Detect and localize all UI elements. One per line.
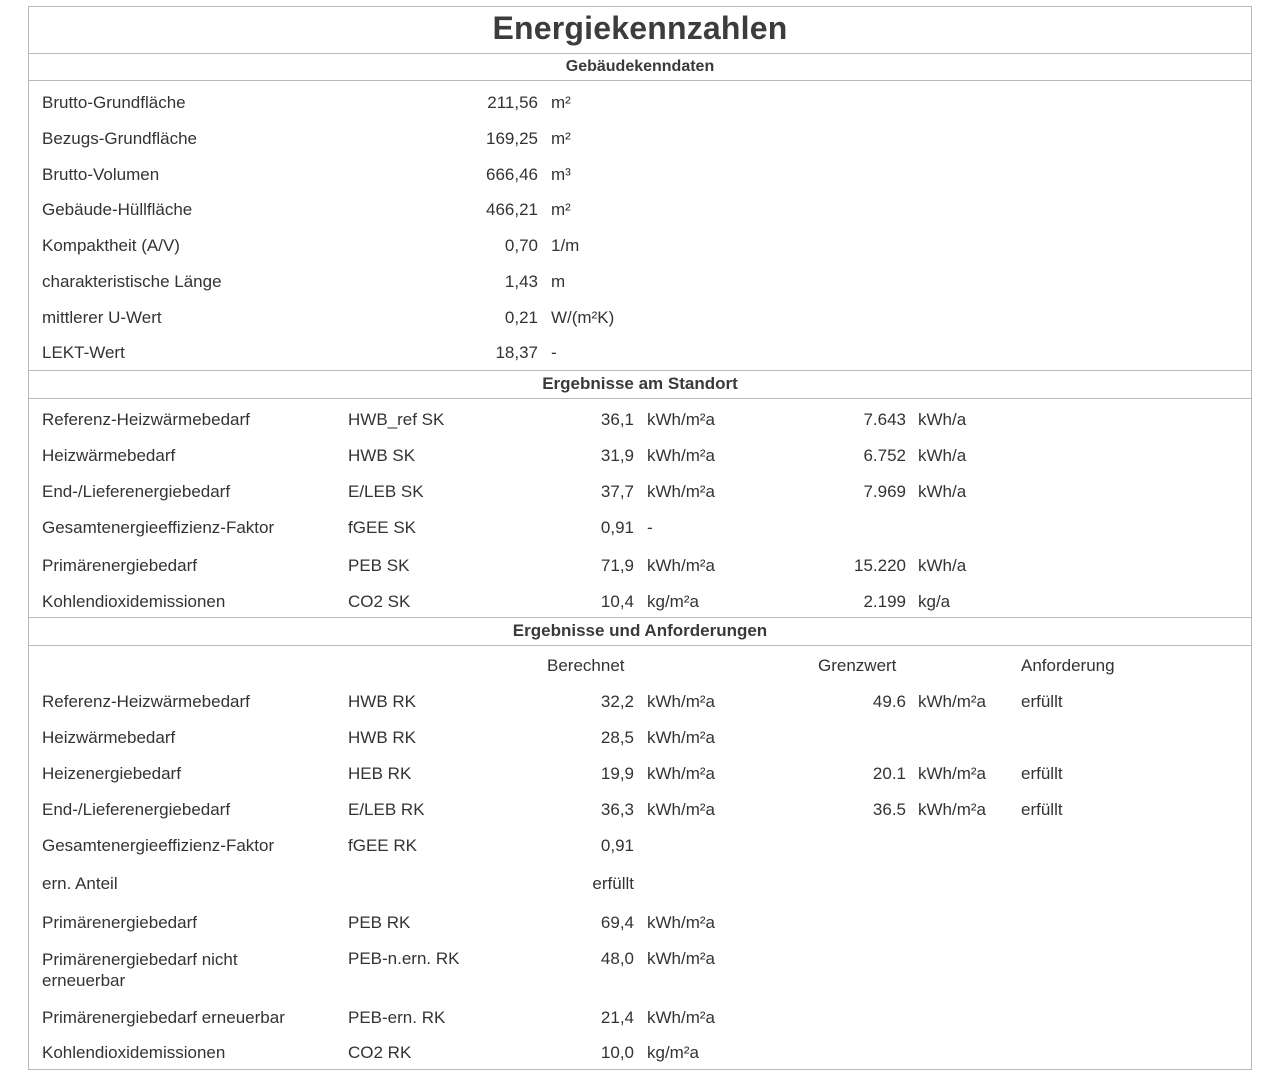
row-total: 15.220 (854, 556, 906, 575)
section-header-anforderungen: Ergebnisse und Anforderungen (512, 621, 768, 640)
row-value: 71,9 (600, 556, 634, 575)
row-value: erfüllt (592, 874, 634, 893)
row-total-unit: kWh/a (918, 410, 967, 429)
row-unit: kg/m²a (647, 1043, 699, 1062)
row-label: Primärenergiebedarf erneuerbar (42, 1008, 285, 1027)
energy-table-frame (28, 6, 1252, 1070)
divider (28, 645, 1252, 646)
row-limit: 36.5 (872, 800, 906, 819)
divider (28, 80, 1252, 81)
row-code: PEB SK (348, 556, 410, 575)
row-label: Primärenergiebedarf nicht erneuerbar (42, 950, 238, 990)
row-limit-unit: kWh/m²a (918, 764, 986, 783)
row-total-unit: kg/a (918, 592, 951, 611)
row-unit: m³ (551, 165, 571, 184)
row-label: Heizwärmebedarf (42, 728, 176, 747)
row-value: 37,7 (600, 482, 634, 501)
row-limit-unit: kWh/m²a (918, 692, 986, 711)
row-value: 69,4 (600, 913, 634, 932)
row-unit: kWh/m²a (647, 692, 715, 711)
row-code: CO2 SK (348, 592, 411, 611)
row-unit: kWh/m²a (647, 949, 715, 968)
row-total: 7.643 (863, 410, 906, 429)
row-unit: m² (551, 200, 571, 219)
row-limit: 20.1 (872, 764, 906, 783)
row-label: mittlerer U-Wert (42, 308, 162, 327)
row-code: HEB RK (348, 764, 412, 783)
row-code: CO2 RK (348, 1043, 412, 1062)
row-unit: kWh/m²a (647, 446, 715, 465)
column-header-grenzwert: Grenzwert (818, 656, 897, 675)
row-status: erfüllt (1021, 764, 1063, 783)
row-value: 0,70 (504, 236, 538, 255)
row-unit: kWh/m²a (647, 482, 715, 501)
row-label: End-/Lieferenergiebedarf (42, 482, 231, 501)
row-value: 21,4 (600, 1008, 634, 1027)
divider (28, 370, 1252, 371)
row-value: 10,4 (600, 592, 634, 611)
row-label: charakteristische Länge (42, 272, 222, 291)
row-label: Kohlendioxidemissionen (42, 592, 226, 611)
row-unit: m² (551, 93, 571, 112)
row-total: 7.969 (863, 482, 906, 501)
row-status: erfüllt (1021, 692, 1063, 711)
row-value: 466,21 (486, 200, 538, 219)
row-value: 666,46 (486, 165, 538, 184)
row-label: Bezugs-Grundfläche (42, 129, 197, 148)
row-value: 0,91 (600, 518, 634, 537)
row-unit: 1/m (551, 236, 580, 255)
row-label: Gesamtenergieeffizienz-Faktor (42, 836, 275, 855)
row-total-unit: kWh/a (918, 482, 967, 501)
row-label: Gebäude-Hüllfläche (42, 200, 193, 219)
row-code: fGEE RK (348, 836, 417, 855)
section-header-standort: Ergebnisse am Standort (542, 374, 738, 393)
row-code: HWB_ref SK (348, 410, 445, 429)
row-label: ern. Anteil (42, 874, 118, 893)
row-unit: kWh/m²a (647, 800, 715, 819)
row-code: PEB-n.ern. RK (348, 949, 460, 968)
row-unit: m (551, 272, 566, 291)
row-label: Kohlendioxidemissionen (42, 1043, 226, 1062)
row-value: 18,37 (495, 343, 538, 362)
row-unit: kg/m²a (647, 592, 699, 611)
row-value: 211,56 (487, 93, 538, 112)
row-value: 31,9 (600, 446, 634, 465)
row-label: Primärenergiebedarf (42, 556, 197, 575)
row-unit: m² (551, 129, 571, 148)
row-label: LEKT-Wert (42, 343, 125, 362)
row-unit: kWh/m²a (647, 764, 715, 783)
row-code: HWB RK (348, 692, 416, 711)
row-label: Brutto-Volumen (42, 165, 160, 184)
row-code: HWB SK (348, 446, 416, 465)
row-value: 28,5 (600, 728, 634, 747)
row-unit: W/(m²K) (551, 308, 615, 327)
row-unit: kWh/m²a (647, 1008, 715, 1027)
row-code: E/LEB SK (348, 482, 424, 501)
row-label: Primärenergiebedarf (42, 913, 197, 932)
row-limit-unit: kWh/m²a (918, 800, 986, 819)
row-value: 10,0 (600, 1043, 634, 1062)
row-label: Gesamtenergieeffizienz-Faktor (42, 518, 275, 537)
row-total-unit: kWh/a (918, 446, 967, 465)
row-value: 32,2 (600, 692, 634, 711)
row-code: HWB RK (348, 728, 416, 747)
row-label: Referenz-Heizwärmebedarf (42, 410, 250, 429)
row-code: E/LEB RK (348, 800, 425, 819)
row-code: PEB-ern. RK (348, 1008, 446, 1027)
row-total: 6.752 (863, 446, 906, 465)
row-code: fGEE SK (348, 518, 417, 537)
row-total: 2.199 (863, 592, 906, 611)
page-title: Energiekennzahlen (492, 10, 788, 46)
row-label: End-/Lieferenergiebedarf (42, 800, 231, 819)
divider (28, 53, 1252, 54)
row-label: Referenz-Heizwärmebedarf (42, 692, 250, 711)
row-unit: kWh/m²a (647, 410, 715, 429)
column-header-berechnet: Berechnet (547, 656, 625, 675)
row-code: PEB RK (348, 913, 411, 932)
row-label: Kompaktheit (A/V) (42, 236, 180, 255)
row-unit: - (647, 518, 653, 537)
row-value: 19,9 (600, 764, 634, 783)
row-unit: kWh/m²a (647, 728, 715, 747)
row-value: 36,1 (600, 410, 634, 429)
section-header-gebaeude: Gebäudekenndaten (565, 58, 715, 75)
row-value: 36,3 (600, 800, 634, 819)
row-limit: 49.6 (872, 692, 906, 711)
row-unit: kWh/m²a (647, 913, 715, 932)
row-total-unit: kWh/a (918, 556, 967, 575)
row-unit: - (551, 343, 557, 362)
row-label: Brutto-Grundfläche (42, 93, 186, 112)
row-value: 48,0 (600, 949, 634, 968)
row-value: 0,91 (600, 836, 634, 855)
row-value: 169,25 (486, 129, 538, 148)
row-label: Heizwärmebedarf (42, 446, 176, 465)
column-header-anforderung: Anforderung (1021, 656, 1115, 675)
divider (28, 617, 1252, 618)
row-unit: kWh/m²a (647, 556, 715, 575)
row-status: erfüllt (1021, 800, 1063, 819)
row-value: 1,43 (504, 272, 538, 291)
row-value: 0,21 (504, 308, 538, 327)
divider (28, 398, 1252, 399)
row-label: Heizenergiebedarf (42, 764, 181, 783)
